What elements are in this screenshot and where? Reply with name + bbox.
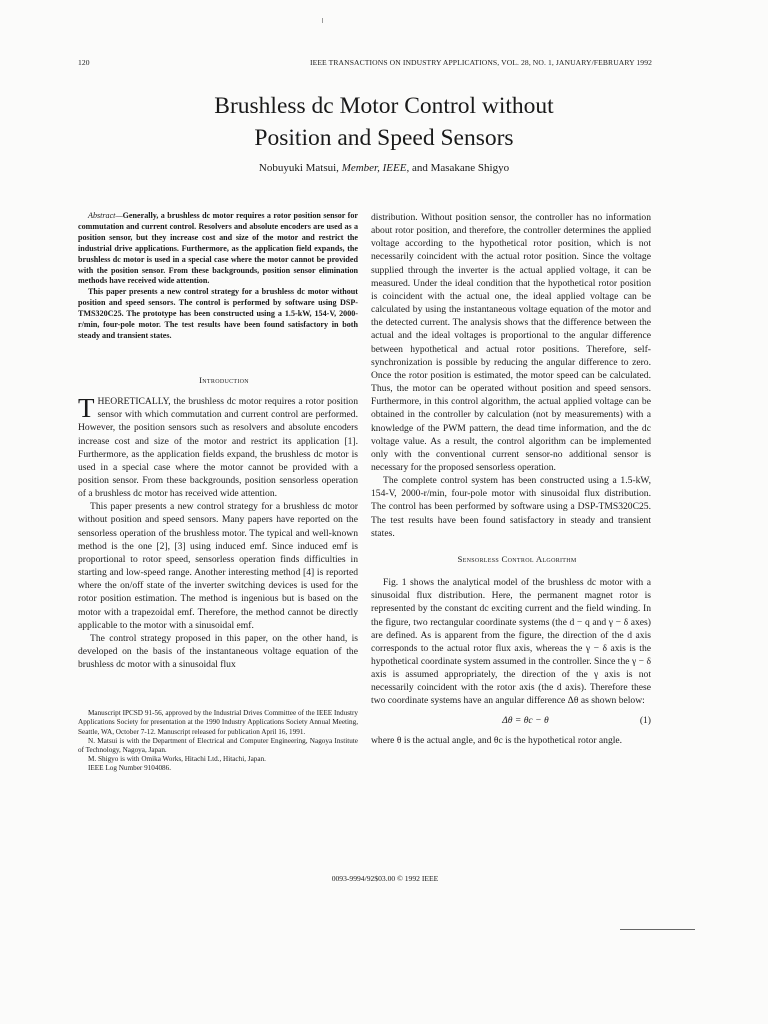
- abstract-label: Abstract: [88, 211, 116, 220]
- section-heading-algorithm: Sensorless Control Algorithm: [457, 553, 577, 564]
- intro-paragraph-1: THEORETICALLY, the brushless dc motor requires a rotor position sensor with which commutation and current control are performed. However, the position sensors such as resolvers and absolute encoders increase cost and size of the motor and restrict its application [1]. Furthermore, as the application fields expand, the brushless dc motor is used in a special case where the motor cannot be provided with a position sensor. From these backgrounds, position sensorless operation of a brushless dc motor has received wide attention.: [78, 393, 358, 500]
- title-line-1: Brushless dc Motor Control without: [214, 93, 554, 119]
- running-header: [78, 58, 652, 72]
- body-paragraph-4: where θ is the actual angle, and θc is the hypothetical rotor angle.: [371, 734, 623, 746]
- body-paragraph-1: distribution. Without position sensor, the controller has no information about rotor position, and therefore, the controller determines the applied voltage according to the hypothetical rotor position, which is not necessarily coincident with the actual rotor position. Since the voltage supplied through the inverter is the actual applied voltage, it can be measured. Under the ideal condition that the hypothetical rotor position is coincident with the actual one, the ideal applied voltage can be calculated by using the instantaneous voltage equation of the motor and the detected current. The analysis shows that the difference between the actual and the ideal voltages is proportional to the angular difference between hypothetical and actual rotor positions. Therefore, self-synchronization is possible by reducing the angular difference to zero. Once the rotor position is estimated, the motor speed can be calculated. Thus, the motor can be operated without position and speed sensors. Furthermore, in this control algorithm, the actual applied voltage can be obtained in the controller by calculation (not by measurements) with a knowledge of the PWM pattern, the dead time information, and the dc voltage value. As a result, the control algorithm can be implemented only with the conventional current sensor-no additional sensor is necessary for the proposed sensorless operation.: [371, 212, 651, 473]
- body-paragraph-3: Fig. 1 shows the analytical model of the brushless dc motor with a sinusoidal flux distribution. Here, the permanent magnet rotor is represented by the constant dc exciting current and the field winding. In the figure, two rectangular coordinate systems (the d − q and γ − δ axes) are defined. As is apparent from the figure, the direction of the d axis corresponds to the actual rotor flux axis, whereas the γ − δ axis is the hypothetical coordinate system assumed in the controller. Since the γ − δ axis is assumed appropriately, the direction of the γ axis is not necessarily coincident with the rotor axis (the d axis). Therefore these two coordinate systems have an angular difference Δθ as shown below:: [371, 577, 651, 707]
- body-paragraph-2: The complete control system has been constructed using a 1.5-kW, 154-V, 2000-r/min, four-pole motor with sinusoidal flux distribution. The control has been performed by software using a DSP-TMS320C25. The test results have been found satisfactory in steady and transient states.: [371, 475, 651, 539]
- page-number: 120: [78, 58, 90, 67]
- author-1-role: Member, IEEE,: [341, 162, 410, 174]
- intro-paragraph-3: The control strategy proposed in this paper, on the other hand, is developed on the basis of the instantaneous voltage equation of the brushless dc motor with a sinusoidal flux: [78, 632, 358, 671]
- footnote-manuscript: Manuscript IPCSD 91-56, approved by the Industrial Drives Committee of the IEEE Industry Applications Society for presentation at the 1990 Industry Applications Society Annual Meeting, Seattle, WA, October 7-12. Manuscript released for publication April 16, 1991.: [78, 709, 358, 736]
- section-heading-introduction: Introduction: [199, 374, 249, 385]
- footnotes: [78, 709, 358, 773]
- scan-speck: [322, 18, 323, 23]
- journal-citation: IEEE TRANSACTIONS ON INDUSTRY APPLICATIONS, VOL. 28, NO. 1, JANUARY/FEBRUARY 1992: [309, 58, 652, 67]
- title-line-2: Position and Speed Sensors: [254, 125, 514, 151]
- footnote-author-2: M. Shigyo is with Omika Works, Hitachi Ltd., Hitachi, Japan.: [88, 754, 266, 763]
- right-column: [371, 211, 651, 747]
- intro-paragraph-2: This paper presents a new control strategy for a brushless dc motor without position and speed sensors. Many papers have reported on the sensorless operation of the brushless motor. The typical and well-known method is the one [2], [3] using induced emf. Since induced emf is proportional to rotor speed, sensorless operation finds difficulties in starting and low-speed range. Another interesting method [4] is reported where the on/off state of the inverter switching devices is used for the rotor position estimation. The method is ingenious but is based on the motor with a trapezoidal emf. Therefore, the method cannot be directly applicable to the motor with a sinusoidal emf.: [78, 501, 358, 631]
- bottom-rule: [620, 929, 695, 930]
- abstract-paragraph-1: Generally, a brushless dc motor requires a rotor position sensor for commutation and current control. Resolvers and absolute encoders are used as a position sensor, but they increase cost and size of the motor and restrict the industrial drive applications. Furthermore, as the application field expands, the brushless dc motor is used in a special case where the motor cannot be provided with the position sensor. From these backgrounds, position sensor elimination methods have received wide attention.: [78, 211, 358, 286]
- left-column: [78, 211, 358, 773]
- author-line: [120, 162, 648, 174]
- abstract-paragraph-2: This paper presents a new control strategy for a brushless dc motor without position and speed sensors. The control is performed by software using DSP-TMS320C25. The prototype has been constructed using a 1.5-kW, 154-V, 2000-r/min, four-pole motor. The test results have been found satisfactory in both steady and transient states.: [78, 287, 358, 340]
- equation-1: [371, 708, 651, 734]
- abstract: Abstract—Generally, a brushless dc motor requires a rotor position sensor for commutation and current control. Resolvers and absolute encoders are used as a position sensor, but they increase cost and size of the motor and restrict the industrial drive applications. Furthermore, as the application field expands, the brushless dc motor is used in a special case where the motor cannot be provided with the position sensor. From these backgrounds, position sensor elimination methods have received wide attention. This paper presents a new control strategy for a brushless dc motor without position and speed sensors. The control is performed by software using DSP-TMS320C25. The prototype has been constructed using a 1.5-kW, 154-V, 2000-r/min, four-pole motor. The test results have been found satisfactory in both steady and transient states.: [78, 211, 358, 340]
- equation-number: (1): [639, 715, 651, 727]
- footnote-author-1: N. Matsui is with the Department of Electrical and Computer Engineering, Nagoya Institute of Technology, Nagoya, Japan.: [78, 736, 358, 754]
- drop-cap: T: [78, 393, 95, 424]
- author-1: Nobuyuki Matsui,: [258, 162, 339, 174]
- footnote-log-number: IEEE Log Number 9104086.: [88, 763, 172, 772]
- copyright-line: 0093-9994/92$03.00 © 1992 IEEE: [331, 874, 439, 883]
- equation-body: Δθ = θc − θ: [502, 715, 549, 727]
- author-2: and Masakane Shigyo: [411, 162, 510, 174]
- paper-title: [120, 90, 648, 154]
